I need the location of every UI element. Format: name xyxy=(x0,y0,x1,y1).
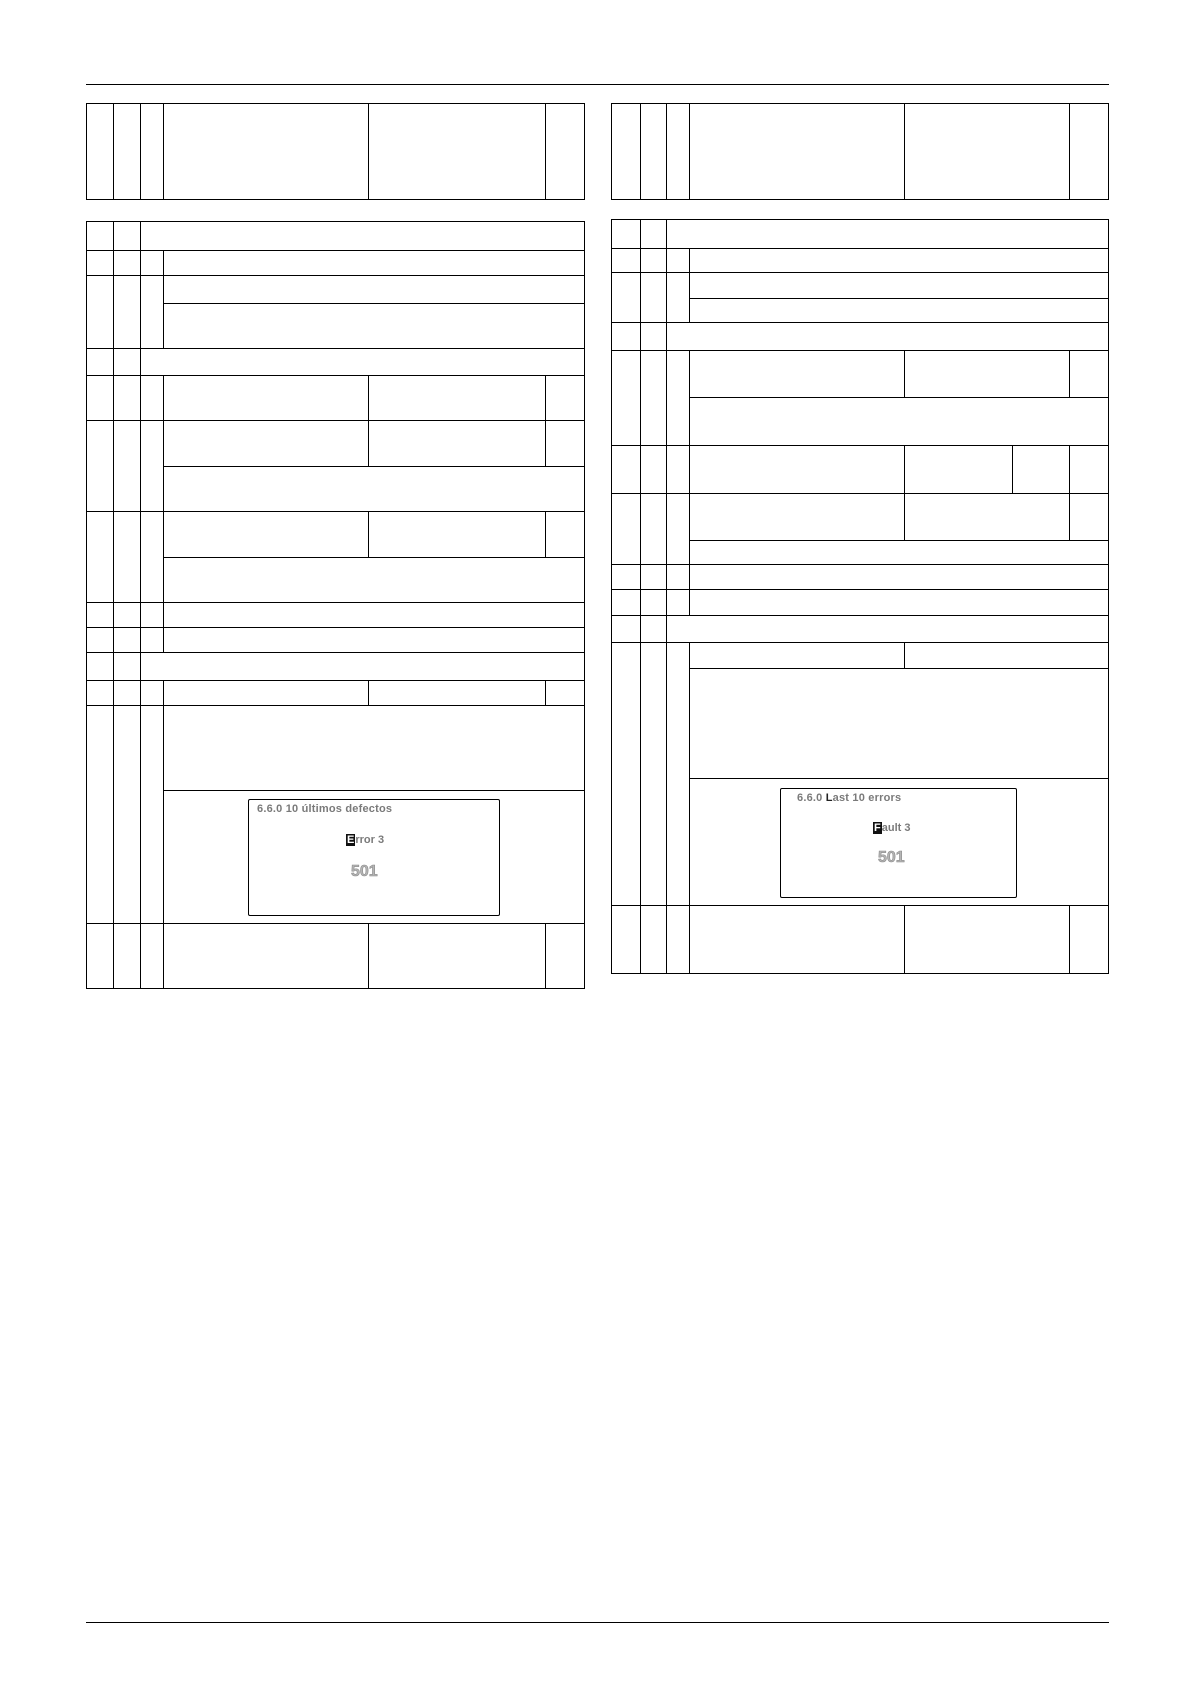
title-highlight-letter: L xyxy=(825,792,833,804)
display-fault-code-en: 501 xyxy=(878,849,905,866)
header-rule xyxy=(86,84,1109,85)
title-prefix: 6.6.0 xyxy=(797,792,826,804)
fault-cursor-letter-en: F xyxy=(874,822,881,834)
footer-rule xyxy=(86,1622,1109,1623)
display-title: 6.6.0 10 últimos defectos xyxy=(257,803,393,815)
display-fault-label xyxy=(346,834,384,846)
display-screen xyxy=(248,799,500,916)
title-rest: ast 10 errors xyxy=(832,792,902,804)
fault-label-rest-en: ault 3 xyxy=(881,822,911,834)
display-fault-label-en xyxy=(873,822,910,834)
fault-cursor-letter: E xyxy=(347,834,355,846)
display-screen-en xyxy=(780,788,1017,898)
display-fault-code: 501 xyxy=(351,863,378,880)
display-title-en xyxy=(797,792,901,804)
fault-label-rest: rror 3 xyxy=(355,834,385,846)
